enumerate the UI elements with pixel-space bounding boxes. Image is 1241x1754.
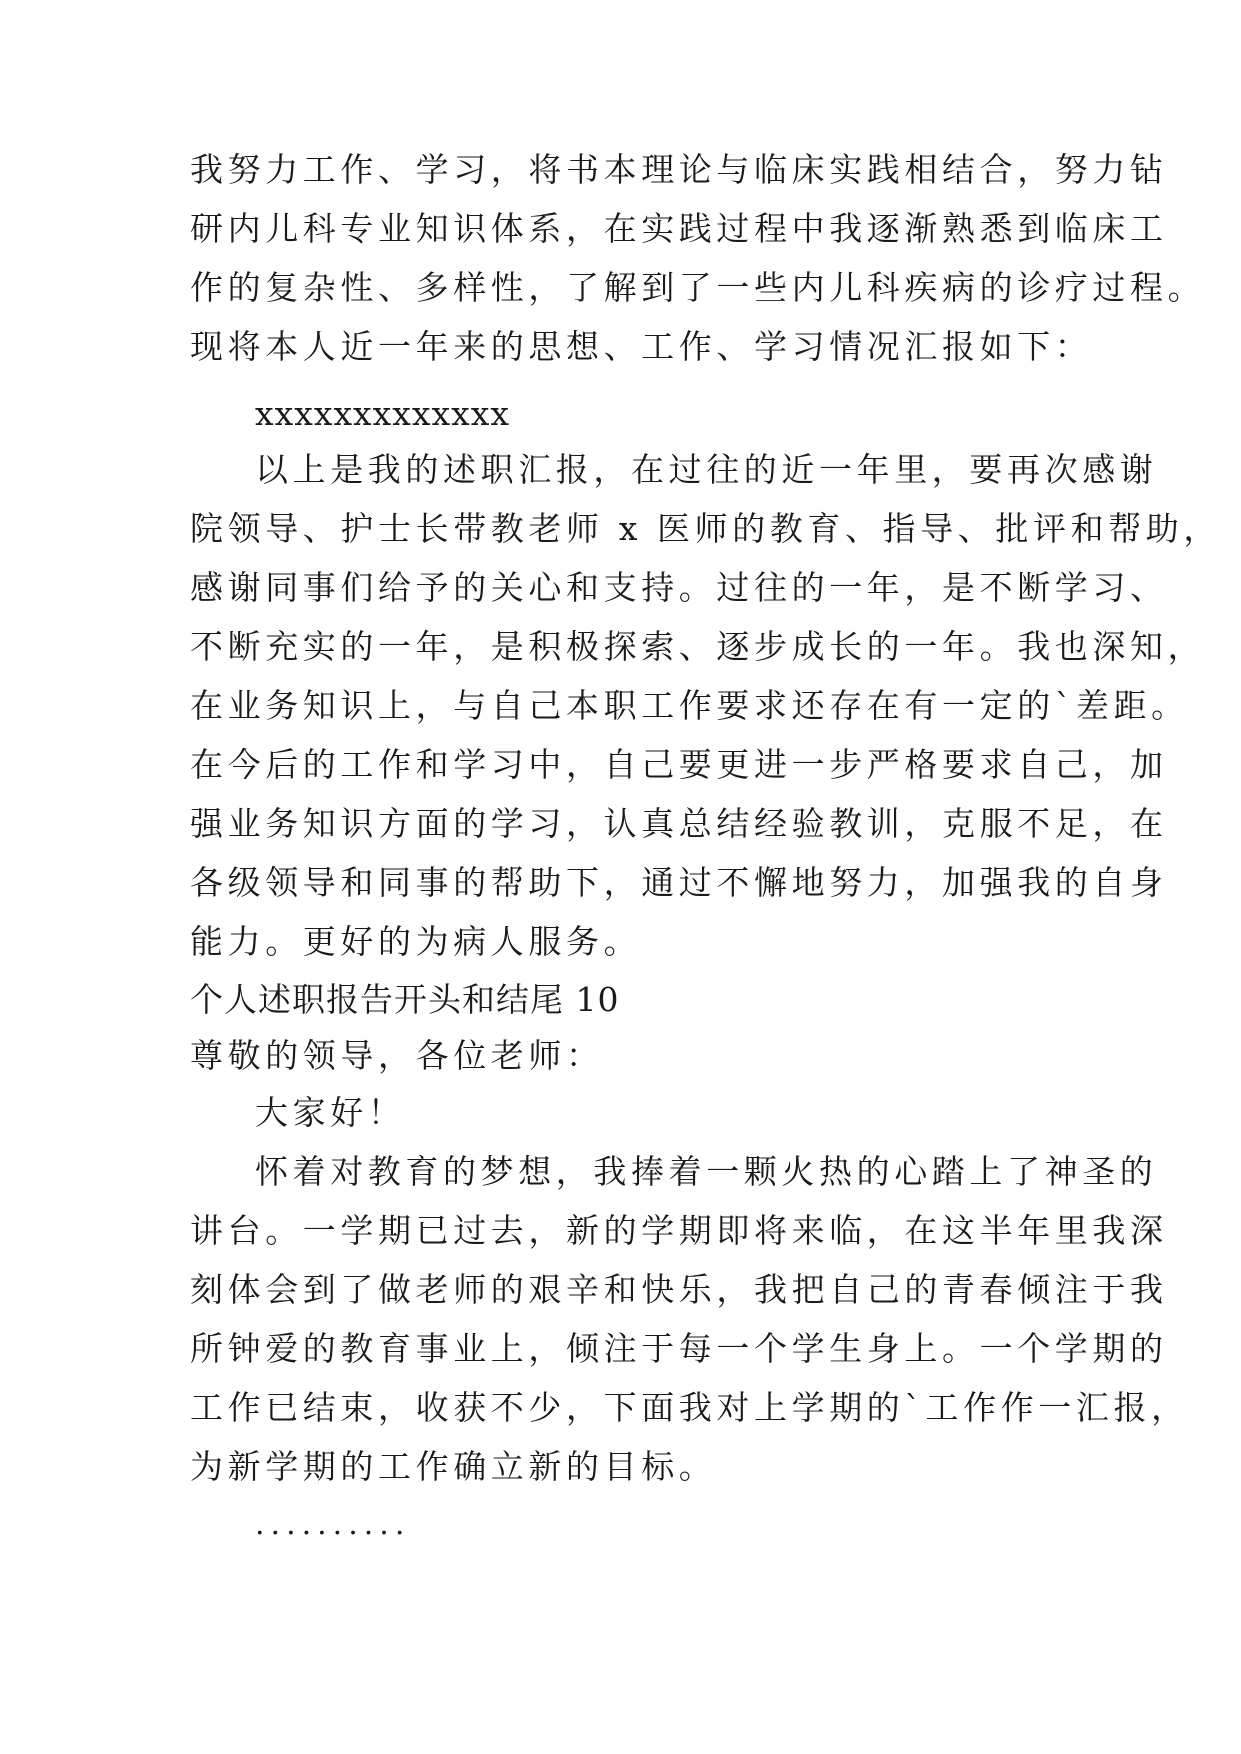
section-heading: 个人述职报告开头和结尾 10	[190, 980, 620, 1019]
ellipsis-line: ..........	[255, 1507, 411, 1542]
paragraph-line: 不断充实的一年，是积极探索、逐步成长的一年。我也深知，	[190, 627, 1206, 666]
paragraph-line: 各级领导和同事的帮助下，通过不懈地努力，加强我的自身	[190, 863, 1168, 902]
paragraph-line: 怀着对教育的梦想，我捧着一颗火热的心踏上了神圣的	[255, 1152, 1158, 1191]
paragraph-line: 强业务知识方面的学习，认真总结经验教训，克服不足，在	[190, 804, 1168, 843]
paragraph-line: 讲台。一学期已过去，新的学期即将来临，在这半年里我深	[190, 1211, 1168, 1250]
placeholder-line: xxxxxxxxxxxxx	[255, 394, 510, 433]
paragraph-line: 研内儿科专业知识体系，在实践过程中我逐渐熟悉到临床工	[190, 209, 1168, 248]
paragraph-line: 在今后的工作和学习中，自己要更进一步严格要求自己，加	[190, 745, 1168, 784]
paragraph-line: 在业务知识上，与自己本职工作要求还存在有一定的`差距。	[190, 686, 1189, 725]
paragraph-line: 为新学期的工作确立新的目标。	[190, 1447, 717, 1486]
paragraph-line: 刻体会到了做老师的艰辛和快乐，我把自己的青春倾注于我	[190, 1270, 1168, 1309]
paragraph-line: 我努力工作、学习，将书本理论与临床实践相结合，努力钻	[190, 150, 1168, 189]
salutation-line: 尊敬的领导，各位老师：	[190, 1036, 604, 1075]
paragraph-line: 以上是我的述职汇报，在过往的近一年里，要再次感谢	[255, 450, 1158, 489]
paragraph-line: 能力。更好的为病人服务。	[190, 922, 642, 961]
paragraph-line: 感谢同事们给予的关心和支持。过往的一年，是不断学习、	[190, 568, 1168, 607]
paragraph-line: 所钟爱的教育事业上，倾注于每一个学生身上。一个学期的	[190, 1329, 1168, 1368]
greeting-line: 大家好！	[255, 1093, 406, 1132]
paragraph-line: 现将本人近一年来的思想、工作、学习情况汇报如下：	[190, 327, 1093, 366]
paragraph-line: 作的复杂性、多样性，了解到了一些内儿科疾病的诊疗过程。	[190, 268, 1206, 307]
paragraph-line: 院领导、护士长带教老师 x 医师的教育、指导、批评和帮助，	[190, 509, 1221, 548]
paragraph-line: 工作已结束，收获不少，下面我对上学期的`工作作一汇报，	[190, 1388, 1189, 1427]
